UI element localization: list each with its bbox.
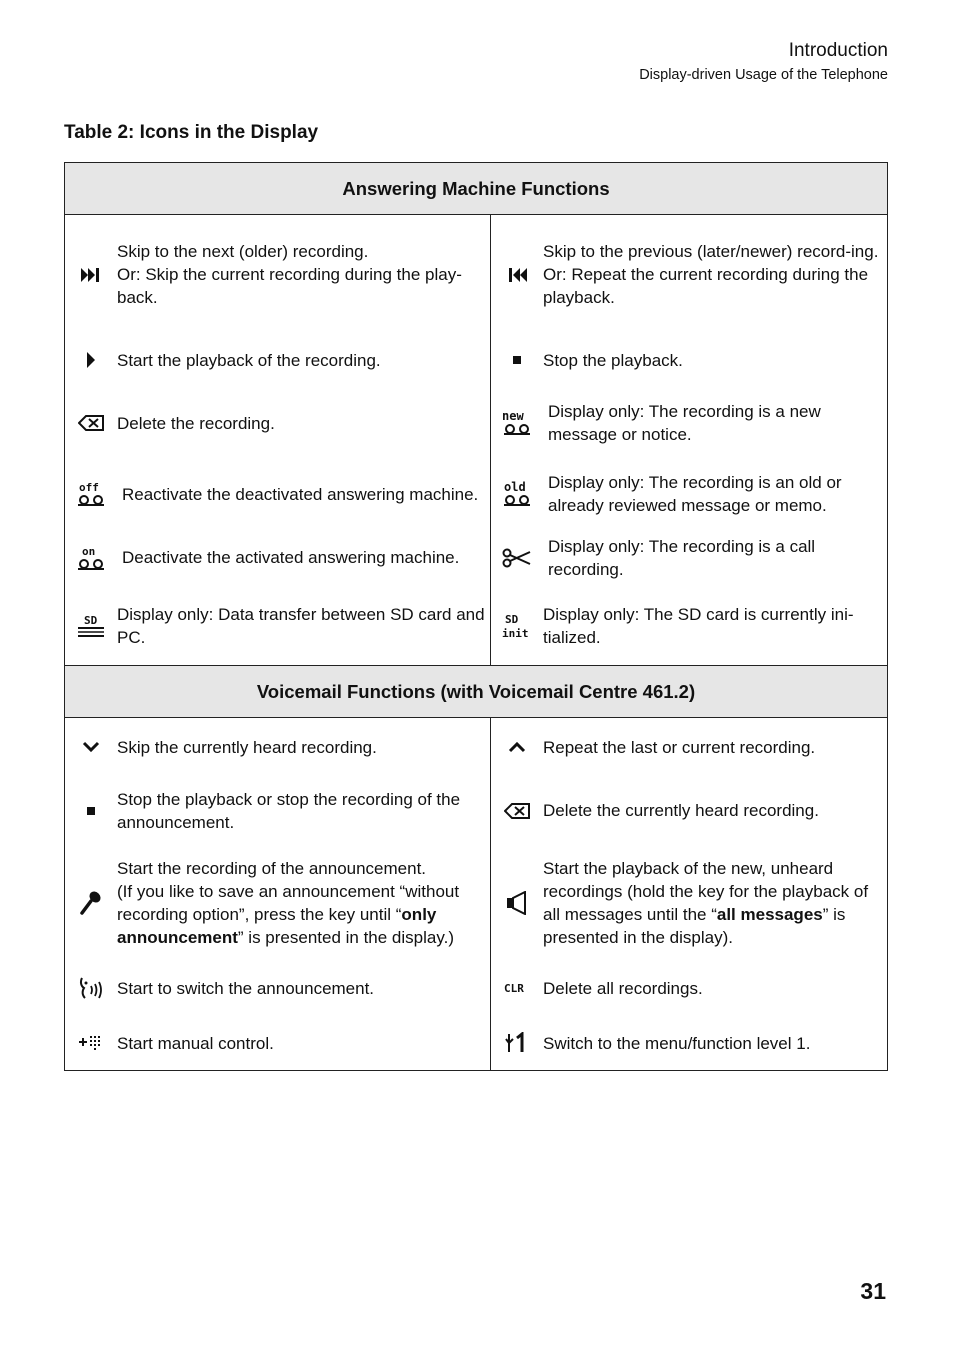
row-text: Start the playback of the recording. xyxy=(117,350,381,370)
table-caption: Table 2: Icons in the Display xyxy=(64,122,319,143)
svg-text:off: off xyxy=(79,481,99,494)
row-text: Deactivate the activated answering machine. xyxy=(122,548,460,567)
row-text: Display only: The recording is a call recording. xyxy=(548,536,816,579)
row-text: Display only: The recording is a new message or notice. xyxy=(548,402,821,444)
table-row xyxy=(65,528,490,587)
row-text: Stop the playback or stop the recording of the announcement. xyxy=(117,789,461,832)
row-text: Skip to the next (older) recording. Or: Skip the current recording during the play-back. xyxy=(117,242,462,307)
answering-machine-section-title: Answering Machine Functions xyxy=(65,163,887,215)
row-text: Delete the recording. xyxy=(117,413,275,433)
row-text: Start manual control. xyxy=(117,1033,274,1053)
table-row xyxy=(491,528,887,587)
table-row xyxy=(491,845,887,960)
running-header-chapter: Introduction xyxy=(788,40,888,61)
table-row xyxy=(491,1016,887,1070)
table-row xyxy=(65,845,490,960)
icons-table xyxy=(64,162,888,1071)
row-text: Display only: Data transfer between SD card and PC. xyxy=(117,605,485,647)
play-icon xyxy=(65,351,117,369)
speaker-icon xyxy=(491,891,543,915)
chevron-down-icon xyxy=(65,741,117,753)
table-row xyxy=(65,587,490,665)
table-row xyxy=(65,386,490,460)
stop-icon xyxy=(65,806,117,816)
manual-control-icon xyxy=(65,1034,117,1052)
stop-icon xyxy=(491,355,543,365)
table-row xyxy=(65,334,490,386)
svg-text:CLR: CLR xyxy=(504,982,524,995)
skip-forward-icon xyxy=(65,267,117,283)
row-text: Skip to the previous (later/newer) record-ing. Or: Repeat the current recording during the playback. xyxy=(543,242,879,307)
table-row xyxy=(491,460,887,528)
row-text: Start the recording of the announcement. (If you like to save an announcement “without recording option”, press the key until “only announcement” is presented in the display.) xyxy=(117,858,460,947)
delete-icon xyxy=(65,415,117,431)
row-text: Delete all recordings. xyxy=(543,978,703,998)
chevron-up-icon xyxy=(491,741,543,753)
table-row xyxy=(65,718,490,776)
voicemail-right-column xyxy=(491,718,887,1070)
page-number: 31 xyxy=(860,1278,886,1304)
row-text: Reactivate the deactivated answering machine. xyxy=(122,484,479,504)
running-header-section: Display-driven Usage of the Telephone xyxy=(639,67,888,83)
table-row xyxy=(491,215,887,334)
skip-back-icon xyxy=(491,267,543,283)
svg-text:SD: SD xyxy=(84,614,98,627)
answering-machine-left-column xyxy=(65,215,491,665)
sd-transfer-icon xyxy=(65,614,117,638)
row-text: Skip the currently heard recording. xyxy=(117,737,377,757)
switch-announcement-icon xyxy=(65,976,117,1000)
row-text: Display only: The SD card is currently ini-tialized. xyxy=(543,605,854,647)
svg-text:init: init xyxy=(502,627,529,640)
table-row xyxy=(491,776,887,845)
sd-init-icon xyxy=(491,612,543,640)
row-text: Switch to the menu/function level 1. xyxy=(543,1033,811,1053)
voicemail-section-title: Voicemail Functions (with Voicemail Centre 461.2) xyxy=(65,665,887,718)
table-row xyxy=(491,334,887,386)
new-message-icon xyxy=(491,409,543,437)
table-row xyxy=(65,1016,490,1070)
row-text: Stop the playback. xyxy=(543,350,683,370)
row-text: Display only: The recording is an old or already reviewed message or memo. xyxy=(548,473,842,515)
table-row xyxy=(491,386,887,460)
table-row xyxy=(65,460,490,528)
microphone-icon xyxy=(65,890,117,916)
answering-machine-right-column xyxy=(491,215,887,665)
menu-level-1-icon xyxy=(491,1032,543,1054)
table-row xyxy=(491,718,887,776)
delete-icon xyxy=(491,803,543,819)
table-row xyxy=(491,587,887,665)
table-row xyxy=(65,960,490,1016)
svg-text:SD: SD xyxy=(505,613,519,626)
row-text: Start to switch the announcement. xyxy=(117,978,375,998)
row-text: Repeat the last or current recording. xyxy=(543,737,816,757)
old-message-icon xyxy=(491,480,543,508)
svg-text:old: old xyxy=(504,480,526,494)
svg-text:new: new xyxy=(502,409,524,423)
table-row xyxy=(65,215,490,334)
voicemail-grid xyxy=(65,718,887,1070)
table-row xyxy=(65,776,490,845)
answering-machine-grid xyxy=(65,215,887,665)
clear-all-icon xyxy=(491,980,543,996)
answering-machine-off-icon xyxy=(65,481,117,507)
voicemail-left-column xyxy=(65,718,491,1070)
table-row xyxy=(491,960,887,1016)
row-text: Delete the currently heard recording. xyxy=(543,801,819,820)
row-text: Start the playback of the new, unheard recordings (hold the key for the playback of all messages until the “all messages” is presented in the display). xyxy=(543,858,869,947)
answering-machine-on-icon xyxy=(65,545,117,571)
call-recording-icon xyxy=(491,548,543,568)
svg-text:on: on xyxy=(82,544,96,558)
